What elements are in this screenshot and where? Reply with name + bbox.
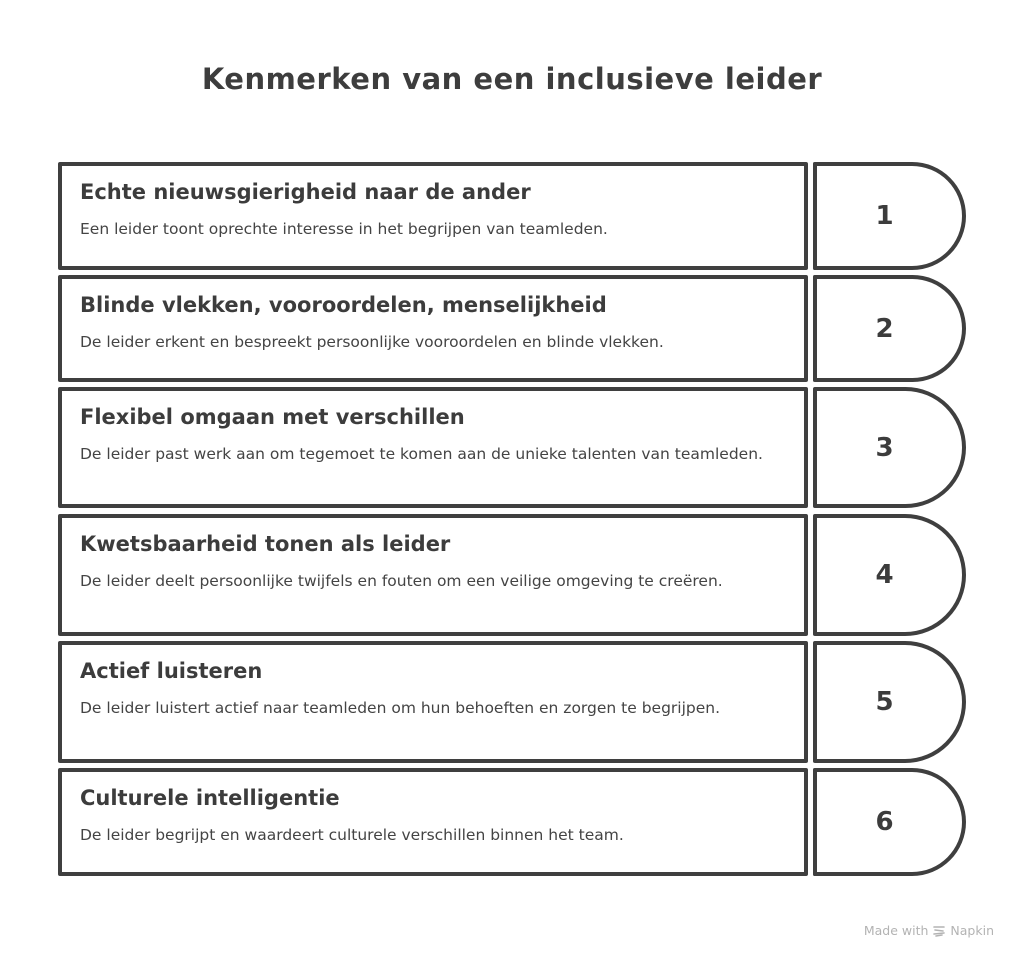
item-description: De leider luistert actief naar teamleden om hun behoeften en zorgen te begrijpen. (80, 699, 721, 717)
item-description: Een leider toont oprechte interesse in het begrijpen van teamleden. (80, 220, 608, 238)
item-number-tab (813, 768, 966, 876)
item-number: 6 (875, 807, 894, 837)
item-number-tab (813, 387, 966, 508)
item-number: 1 (875, 201, 894, 231)
item-box (58, 162, 808, 270)
item-heading: Culturele intelligentie (80, 786, 340, 810)
item-box (58, 514, 808, 636)
item-description: De leider past werk aan om tegemoet te komen aan de unieke talenten van teamleden. (80, 445, 763, 463)
made-with-napkin-footer (864, 923, 994, 938)
item-number-tab (813, 275, 966, 382)
item-heading: Kwetsbaarheid tonen als leider (80, 532, 451, 556)
item-box (58, 387, 808, 508)
item-number-tab (813, 162, 966, 270)
item-number: 2 (875, 313, 894, 344)
item-box (58, 768, 808, 876)
item-box (58, 275, 808, 382)
item-number: 3 (875, 432, 894, 463)
napkin-logo-icon (932, 924, 946, 938)
item-number-tab (813, 641, 966, 763)
item-number: 5 (875, 687, 894, 717)
item-description: De leider deelt persoonlijke twijfels en fouten om een veilige omgeving te creëren. (80, 572, 723, 590)
item-description: De leider erkent en bespreekt persoonlijke vooroordelen en blinde vlekken. (80, 333, 664, 351)
item-description: De leider begrijpt en waardeert culturele verschillen binnen het team. (80, 826, 624, 844)
item-number: 4 (875, 560, 894, 590)
footer-made-with: Made with (863, 923, 929, 938)
page-title: Kenmerken van een inclusieve leider (201, 62, 823, 96)
item-heading: Echte nieuwsgierigheid naar de ander (80, 180, 531, 204)
item-box (58, 641, 808, 763)
item-heading: Blinde vlekken, vooroordelen, menselijkheid (80, 293, 607, 317)
item-number-tab (813, 514, 966, 636)
footer-brand: Napkin (950, 923, 994, 938)
item-heading: Flexibel omgaan met verschillen (80, 405, 465, 429)
item-heading: Actief luisteren (80, 659, 263, 683)
